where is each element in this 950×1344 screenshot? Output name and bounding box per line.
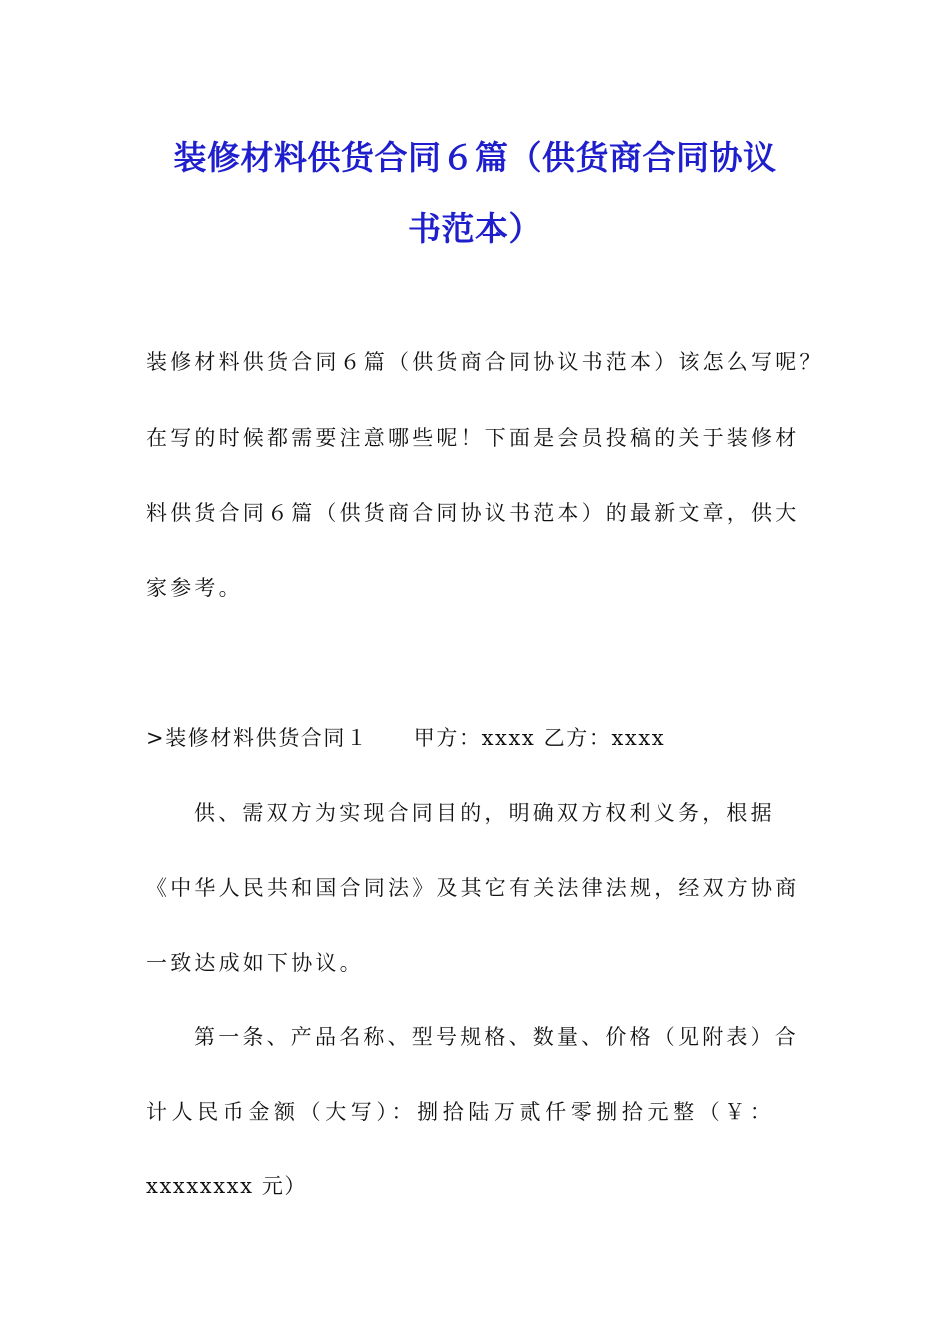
intro-line-4: 家参考。 [146, 576, 243, 600]
intro-line-1: 装修材料供货合同６篇（供货商合同协议书范本）该怎么写呢？ [146, 350, 824, 374]
document-title-line-2: 书范本） [408, 209, 542, 248]
intro-line-3: 料供货合同６篇（供货商合同协议书范本）的最新文章，供大 [146, 501, 800, 525]
intro-line-2: 在写的时候都需要注意哪些呢！下面是会员投稿的关于装修材 [146, 426, 800, 450]
para2-line-2: 计人民币金额（大写）：捌拾陆万贰仟零捌拾元整（￥： [146, 1100, 776, 1124]
document-title-line-1: 装修材料供货合同６篇（供货商合同协议 [173, 138, 777, 177]
para1-line-2: 《中华人民共和国合同法》及其它有关法律法规，经双方协商 [146, 876, 800, 900]
section-heading: >装修材料供货合同１ 甲方：xxxx 乙方：xxxx [146, 726, 666, 750]
para1-line-3: 一致达成如下协议。 [146, 951, 364, 975]
para1-line-1: 供、需双方为实现合同目的，明确双方权利义务，根据 [194, 801, 775, 825]
para2-line-3: xxxxxxxx 元） [146, 1174, 308, 1198]
para2-line-1: 第一条、产品名称、型号规格、数量、价格（见附表）合 [194, 1025, 799, 1049]
